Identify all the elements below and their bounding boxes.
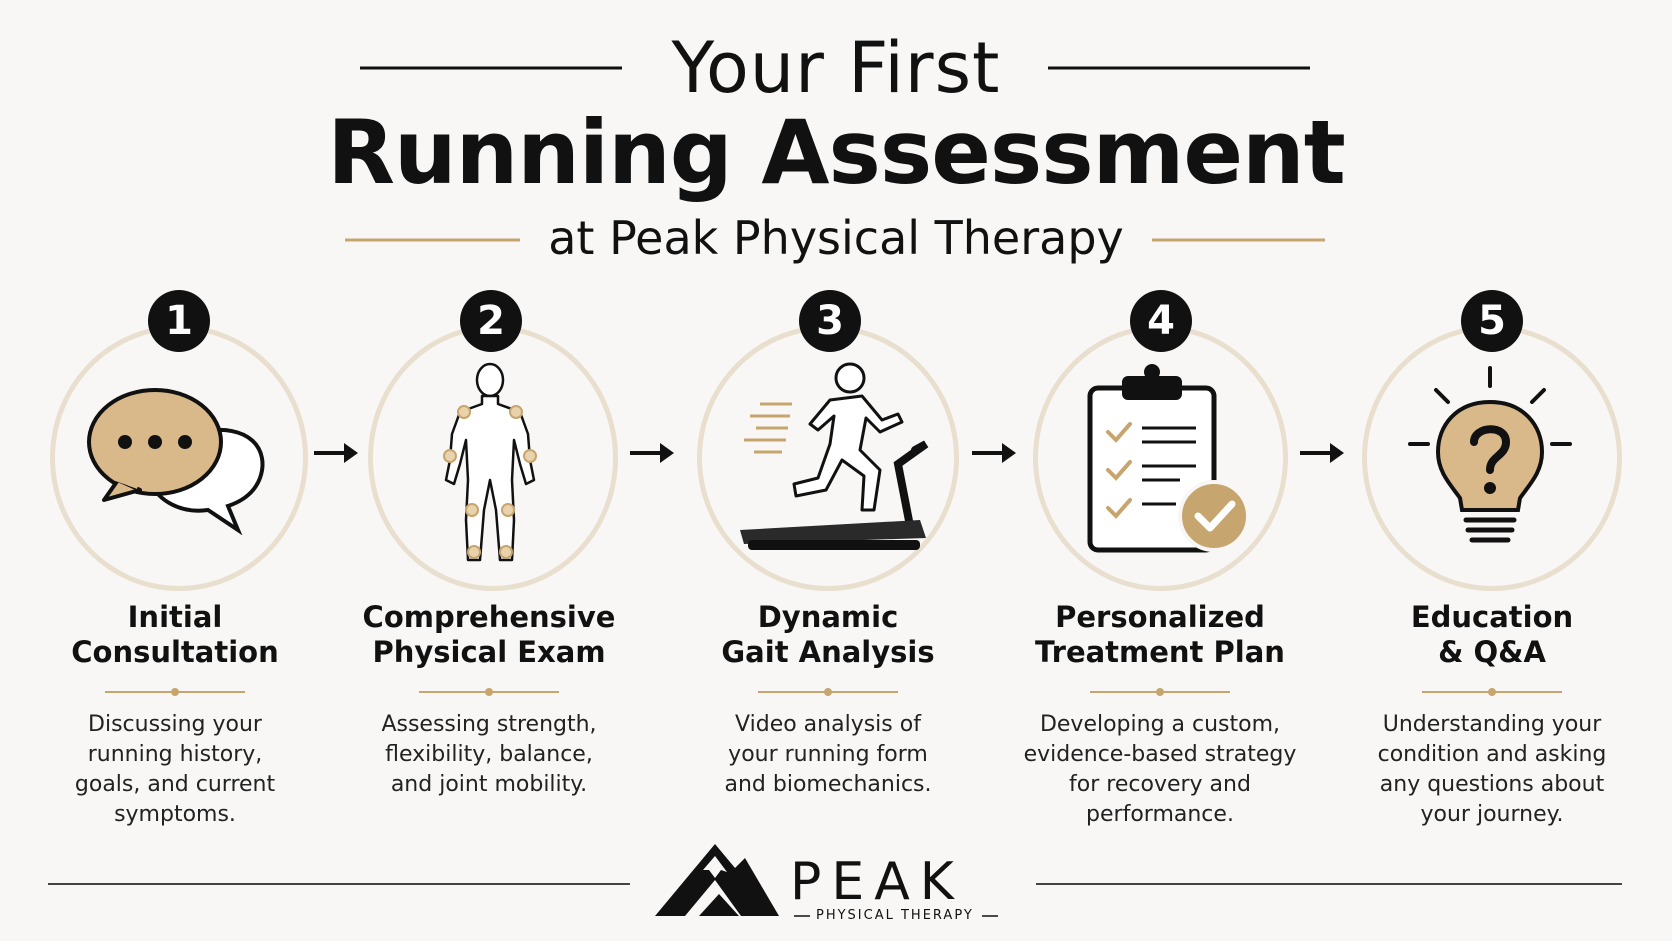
step-title	[319, 600, 659, 670]
page-title: Running Assessment	[327, 101, 1345, 204]
title-top: Your First	[671, 27, 1001, 109]
step-divider	[1090, 688, 1230, 696]
step-title	[5, 600, 345, 670]
arrow-right-icon	[970, 438, 1018, 468]
step-divider	[1422, 688, 1562, 696]
step-number-badge: 3	[799, 290, 861, 352]
step-divider	[758, 688, 898, 696]
step-title	[658, 600, 998, 670]
desc-line: Discussing your	[88, 712, 262, 737]
step-number-badge: 2	[460, 290, 522, 352]
step-description	[1342, 710, 1642, 830]
step-description	[678, 710, 978, 800]
arrow-right-icon	[628, 438, 676, 468]
desc-line: flexibility, balance,	[385, 742, 593, 767]
desc-line: your running form	[728, 742, 928, 767]
step-description	[25, 710, 325, 830]
step-title-line: Physical Exam	[372, 635, 606, 669]
step-title-line: Personalized	[1055, 600, 1265, 634]
step-number-badge: 5	[1461, 290, 1523, 352]
step-title	[1322, 600, 1662, 670]
desc-line: evidence-based strategy	[1023, 742, 1297, 767]
step-title-line: Education	[1410, 600, 1574, 634]
logo-wordmark: PEAK	[790, 852, 964, 912]
desc-line: for recovery and	[1069, 772, 1251, 797]
desc-line: condition and asking	[1377, 742, 1607, 767]
treadmill-runner-icon	[730, 360, 940, 560]
step-title	[990, 600, 1330, 670]
arrow-right-icon	[1298, 438, 1346, 468]
step-description	[1010, 710, 1310, 830]
step-number-badge: 4	[1130, 290, 1192, 352]
desc-line: Developing a custom,	[1039, 712, 1281, 737]
body-joints-icon	[430, 360, 550, 570]
step-title-line: Initial	[127, 600, 223, 634]
desc-line: performance.	[1086, 802, 1234, 827]
desc-line: any questions about	[1379, 772, 1605, 797]
step-title-line: Gait Analysis	[721, 635, 935, 669]
step-title-line: Treatment Plan	[1035, 635, 1285, 669]
logo-tagline: PHYSICAL THERAPY	[816, 908, 974, 923]
mountain-logo-icon	[655, 840, 780, 920]
chat-bubbles-icon	[80, 370, 280, 540]
page-subtitle: at Peak Physical Therapy	[548, 211, 1124, 265]
step-description	[339, 710, 639, 800]
step-title-line: & Q&A	[1438, 635, 1546, 669]
step-divider	[105, 688, 245, 696]
desc-line: Understanding your	[1382, 712, 1602, 737]
desc-line: your journey.	[1420, 802, 1564, 827]
desc-line: and biomechanics.	[724, 772, 932, 797]
desc-line: Assessing strength,	[381, 712, 597, 737]
step-divider	[419, 688, 559, 696]
clipboard-check-icon	[1080, 362, 1260, 562]
arrow-right-icon	[312, 438, 360, 468]
step-title-line: Comprehensive	[362, 600, 616, 634]
desc-line: running history,	[87, 742, 263, 767]
desc-line: goals, and current	[74, 772, 276, 797]
step-title-line: Consultation	[71, 635, 279, 669]
desc-line: symptoms.	[114, 802, 236, 827]
step-title-line: Dynamic	[757, 600, 899, 634]
lightbulb-question-icon	[1400, 364, 1580, 554]
desc-line: Video analysis of	[735, 712, 921, 737]
desc-line: and joint mobility.	[390, 772, 588, 797]
step-number-badge: 1	[148, 290, 210, 352]
